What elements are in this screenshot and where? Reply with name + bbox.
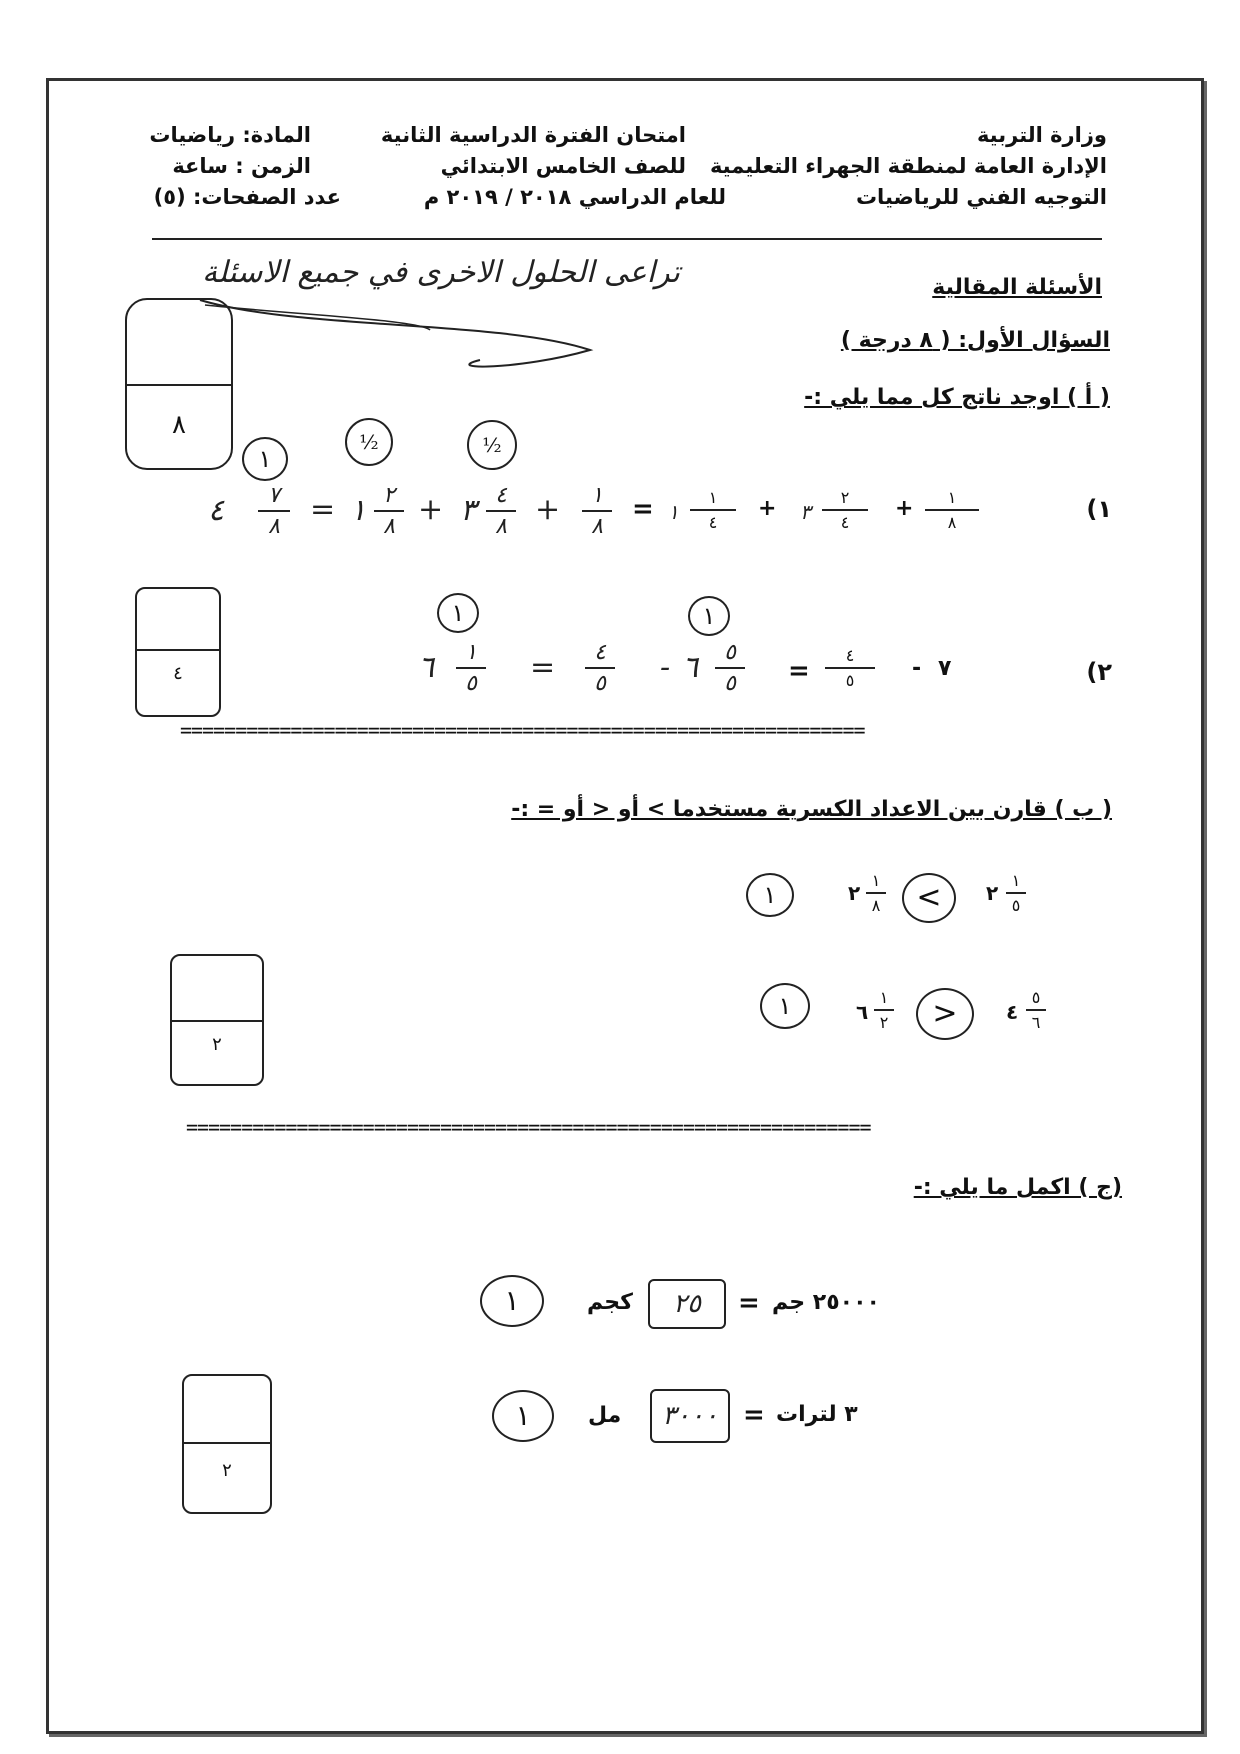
- handwritten-note: تراعى الحلول الاخرى في جميع الاسئلة: [202, 255, 680, 290]
- b1-right-num: ١: [871, 871, 881, 890]
- p2-step2-num: ٤: [594, 640, 606, 665]
- p2-equals: =: [788, 656, 810, 686]
- department-name: التوجيه الفني للرياضيات: [855, 185, 1107, 209]
- pages-label: عدد الصفحات: (٥): [153, 185, 341, 209]
- p2-step2-den: ٥: [594, 671, 606, 696]
- p1-step-equals: =: [310, 492, 336, 527]
- p1-step-frac-1-den: ٨: [383, 514, 395, 539]
- c2-lhs: ٣ لترات: [776, 1402, 858, 1427]
- c1-equals: =: [738, 1288, 760, 1318]
- p1-step-frac-3-num: ١: [591, 483, 603, 508]
- p1-step-plus-2: +: [535, 492, 561, 527]
- c2-answer-box: ٣٠٠٠: [650, 1389, 730, 1443]
- p2-answer-den: ٥: [465, 671, 477, 696]
- b2-left-frac: [1026, 988, 1046, 1032]
- p2-step-whole: ٦: [682, 650, 699, 685]
- administration-name: الإدارة العامة لمنطقة الجهراء التعليمية: [709, 154, 1107, 178]
- p2-step-den: ٥: [724, 671, 736, 696]
- p1-step-whole-1: ١: [350, 493, 367, 528]
- p1-frac-3-den: ٨: [947, 513, 957, 532]
- q1-score-box: [125, 298, 233, 470]
- b1-left-den: ٥: [1011, 896, 1021, 915]
- p1-step-frac-2: [486, 483, 516, 539]
- separator-2: ==============================================================: [186, 1115, 871, 1139]
- b1-right-whole: ٢: [848, 881, 861, 905]
- c2-mark-circle: ١: [492, 1390, 554, 1442]
- p2-whole-printed: ٧: [938, 656, 952, 681]
- p1-step-frac-1-num: ٢: [383, 483, 395, 508]
- p1-whole-2: ٣: [800, 500, 811, 524]
- mark-circle-2: ½: [345, 418, 393, 466]
- b2-left-den: ٦: [1031, 1013, 1041, 1032]
- b2-right-frac: [874, 988, 894, 1032]
- p2-frac-den: ٥: [845, 671, 855, 690]
- part-c-score-box: [182, 1374, 272, 1514]
- p1-step-frac-2-den: ٨: [495, 514, 507, 539]
- b1-left-num: ١: [1011, 871, 1021, 890]
- p1-frac-2-num: ٢: [840, 488, 850, 507]
- mark-circle-3: ½: [467, 420, 517, 470]
- subject-label: المادة: رياضيات: [149, 123, 311, 147]
- p1-step-whole-2: ٣: [460, 493, 477, 528]
- b1-right-frac: [866, 871, 886, 915]
- q1-title: السؤال الأول: ( ٨ درجة ): [840, 328, 1110, 353]
- p1-answer-den: ٨: [268, 514, 280, 539]
- time-label: الزمن : ساعة: [172, 154, 311, 178]
- p1-frac-1-den: ٤: [708, 513, 718, 532]
- academic-year: للعام الدراسي ٢٠١٨ / ٢٠١٩ م: [423, 185, 726, 209]
- part-b-title: ( ب ) قارن بين الاعداد الكسرية مستخدما > أو < أو = :-: [511, 797, 1112, 822]
- p1-frac-2: [822, 488, 868, 532]
- p1-step-frac-1: [374, 483, 404, 539]
- p2-step-minus: -: [660, 650, 671, 685]
- p1-step-frac-2-num: ٤: [495, 483, 507, 508]
- b2-left-num: ٥: [1031, 988, 1041, 1007]
- p2-mark-circle-2: ١: [688, 596, 730, 636]
- p2-frac-printed: [825, 646, 875, 690]
- grade-label: للصف الخامس الابتدائي: [440, 154, 686, 178]
- exam-title: امتحان الفترة الدراسية الثانية: [380, 123, 686, 147]
- p2-frac-num: ٤: [845, 646, 855, 665]
- part-a-title: ( أ ) اوجد ناتج كل مما يلي :-: [804, 385, 1110, 410]
- p2-score-box: [135, 587, 221, 717]
- p1-plus-1: +: [758, 496, 777, 521]
- ministry-name: وزارة التربية: [976, 123, 1107, 147]
- p2-mark-circle-1: ١: [437, 593, 479, 633]
- c2-equals: =: [743, 1400, 765, 1430]
- p2-step-num: ٥: [724, 640, 736, 665]
- b2-right-num: ١: [879, 988, 889, 1007]
- p1-frac-2-den: ٤: [840, 513, 850, 532]
- p2-step2-frac: [585, 640, 615, 696]
- p1-step-frac-3: [582, 483, 612, 539]
- section-title: الأسئلة المقالية: [932, 275, 1102, 300]
- c1-answer-box: ٢٥: [648, 1279, 726, 1329]
- p1-answer-num: ٧: [268, 483, 280, 508]
- p1-frac-1: [690, 488, 736, 532]
- p2-answer-num: ١: [465, 640, 477, 665]
- b2-right-den: ٢: [879, 1013, 889, 1032]
- part-b-score-box: [170, 954, 264, 1086]
- b1-right-den: ٨: [871, 896, 881, 915]
- part-c-title: (ج ) اكمل ما يلي :-: [913, 1175, 1122, 1200]
- p1-answer-frac: [258, 483, 290, 539]
- p2-minus-printed: -: [912, 656, 922, 681]
- c2-unit: مل: [588, 1403, 622, 1428]
- b2-right-whole: ٦: [856, 1000, 869, 1024]
- b2-sign-circle: >: [916, 988, 974, 1040]
- p2-answer-frac: [456, 640, 486, 696]
- p1-frac-3-num: ١: [947, 488, 957, 507]
- c1-mark-circle: ١: [480, 1275, 544, 1327]
- b1-left-frac: [1006, 871, 1026, 915]
- part-b-score-value: ٢: [212, 1034, 222, 1055]
- p1-answer-whole: ٤: [208, 493, 225, 528]
- separator-1: ==============================================================: [180, 718, 865, 742]
- p2-step-frac: [715, 640, 745, 696]
- p1-plus-2: +: [895, 496, 914, 521]
- c1-lhs: ٢٥٠٠٠ جم: [772, 1290, 880, 1315]
- b2-mark-circle: ١: [760, 983, 810, 1029]
- p1-step-frac-3-den: ٨: [591, 514, 603, 539]
- p2-step-equals: =: [530, 650, 556, 685]
- b1-sign-circle: <: [902, 873, 956, 923]
- b1-mark-circle: ١: [746, 873, 794, 917]
- p2-answer-whole: ٦: [418, 650, 435, 685]
- p2-score-value: ٤: [173, 663, 183, 684]
- q1-score-value: ٨: [172, 410, 186, 440]
- p1-frac-3: [925, 488, 979, 532]
- mark-circle-1: ١: [242, 437, 288, 481]
- b2-left-whole: ٤: [1006, 1000, 1019, 1024]
- p1-whole-1: ١: [668, 500, 679, 524]
- p1-step-plus-1: +: [418, 492, 444, 527]
- b1-left-whole: ٢: [986, 881, 999, 905]
- p2-number: ٢): [1086, 658, 1112, 686]
- c1-unit: كجم: [587, 1290, 633, 1315]
- p1-equals: =: [632, 494, 654, 524]
- p1-frac-1-num: ١: [708, 488, 718, 507]
- part-c-score-value: ٢: [222, 1460, 232, 1481]
- p1-number: ١): [1086, 495, 1112, 523]
